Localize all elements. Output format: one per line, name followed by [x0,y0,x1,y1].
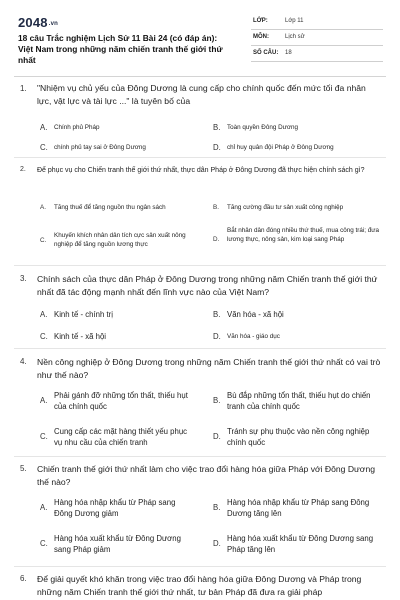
meta-key: MÔN: [253,34,269,40]
question-text: Chiến tranh thế giới thứ nhất làm cho việc trao đổi hàng hóa giữa Pháp với Đông Dương thế nào? [37,464,376,487]
option-letter: A. [40,123,48,132]
option-text: Hàng hóa xuất khẩu từ Đông Dương sang Pháp tăng lên [227,534,374,554]
question-text: Để giải quyết khó khăn trong việc trao đổi hàng hóa giữa Đông Dương và Pháp trong những năm Chiến tranh thế giới thứ nhất, tư bản Pháp đã đưa ra giải pháp [37,574,362,597]
question-number: 3. [20,274,27,283]
page-title: 18 câu Trắc nghiệm Lịch Sử 11 Bài 24 (có đáp án): Việt Nam trong những năm chiến tranh thế giới thứ nhất [18,33,223,65]
meta-value: Lớp 11 [285,18,304,24]
option-letter: A. [40,503,48,512]
meta-row-count [251,46,383,62]
option-text: Phải gánh đỡ những tổn thất, thiếu hụt của chính quốc [54,391,188,411]
option-c[interactable] [40,533,205,557]
logo-suffix: .vn [48,20,59,27]
option-text: Hàng hóa nhập khẩu từ Pháp sang Đông Dương tăng lên [227,498,370,518]
option-letter: C. [40,237,47,244]
site-logo[interactable] [18,15,58,30]
question-text: Để phục vụ cho Chiến tranh thế giới thứ nhất, thực dân Pháp ở Đông Dương đã thực hiện chính sách gì? [37,167,365,174]
option-text: Văn hóa - xã hội [227,310,284,319]
option-letter: B. [213,123,221,132]
option-text: chính phủ tay sai ở Đông Dương [54,144,146,151]
question-4 [0,356,400,456]
option-text: chỉ huy quân đội Pháp ở Đông Dương [227,144,334,151]
option-c[interactable] [40,426,205,450]
question-number: 1. [20,84,27,93]
option-text: Tránh sự phụ thuộc vào nền công nghiệp chính quốc [227,427,370,447]
header-divider [14,76,386,77]
meta-row-class [251,14,383,30]
option-a[interactable] [40,497,205,521]
question-separator [14,566,386,567]
option-d[interactable] [213,426,385,450]
option-text: Cung cấp các mặt hàng thiết yếu phục vụ nhu cầu của chiến tranh [54,427,188,447]
question-2 [0,165,400,260]
option-letter: B. [213,503,221,512]
option-d[interactable] [213,226,385,256]
question-text: Nền công nghiệp ở Đông Dương trong những năm Chiến tranh thế giới thứ nhất có vai trò như thế nào? [37,357,381,380]
meta-table [251,14,383,62]
question-number: 2. [20,166,26,173]
option-letter: D. [213,143,221,152]
meta-key: SỐ CÂU: [253,50,279,56]
question-6 [0,573,400,600]
option-letter: D. [213,236,220,243]
option-d[interactable] [213,533,385,557]
question-1 [0,82,400,152]
option-letter: C. [40,143,48,152]
option-letter: D. [213,432,221,441]
option-c[interactable] [40,231,205,251]
logo-text: 2048 [18,15,48,30]
option-letter: A. [40,310,48,319]
option-letter: D. [213,539,221,548]
option-text: Hàng hóa xuất khẩu từ Đông Dương sang Pháp giảm [54,534,181,554]
option-letter: D. [213,332,221,341]
question-text: "Nhiệm vụ chủ yếu của Đông Dương là cung cấp cho chính quốc đến mức tối đa nhân lực, vật lực và tài lực ..." là tuyên bố của [37,83,366,106]
option-text: Kinh tế - xã hội [54,332,107,341]
option-letter: B. [213,310,221,319]
option-text: Tăng cường đầu tư sản xuất công nghiệp [227,204,344,211]
meta-row-subject [251,30,383,46]
option-a[interactable] [40,390,205,414]
question-separator [14,456,386,457]
option-text: Hàng hóa nhập khẩu từ Pháp sang Đông Dương giảm [54,498,176,518]
option-text: Bắt nhân dân đóng nhiều thứ thuế, mua công trái; đưa lương thực, nông sản, kim loại sang Pháp [227,227,379,243]
meta-value: Lịch sử [285,34,305,40]
option-text: Bù đắp những tổn thất, thiếu hụt do chiến tranh của chính quốc [227,391,371,411]
option-b[interactable] [213,390,385,414]
option-letter: B. [213,396,221,405]
question-separator [14,265,386,266]
option-letter: C. [40,539,48,548]
question-number: 6. [20,574,27,583]
question-5 [0,463,400,568]
meta-value: 18 [285,50,292,56]
option-text: Chính phủ Pháp [54,124,100,131]
meta-key: LỚP: [253,18,268,24]
option-b[interactable] [213,497,385,521]
option-text: Khuyến khích nhân dân tích cực sản xuất nông nghiệp để tăng nguồn lương thực [54,232,186,248]
option-text: Tăng thuế để tăng nguồn thu ngân sách [54,204,166,211]
question-separator [14,348,386,349]
option-letter: C. [40,332,48,341]
document-header [0,0,400,68]
option-letter: A. [40,204,46,211]
option-letter: A. [40,396,48,405]
option-letter: B. [213,204,219,211]
question-number: 4. [20,357,27,366]
question-separator [14,157,386,158]
option-text: Văn hóa - giáo dục [227,333,280,340]
question-number: 5. [20,464,27,473]
option-letter: C. [40,432,48,441]
question-3 [0,273,400,351]
option-text: Toàn quyền Đông Dương [227,124,299,131]
option-text: Kinh tế - chính trị [54,310,113,319]
question-text: Chính sách của thực dân Pháp ở Đông Dương trong những năm Chiến tranh thế giới thứ nhất đã tác động mạnh nhất đến lĩnh vực nào của Việt Nam? [37,274,378,297]
